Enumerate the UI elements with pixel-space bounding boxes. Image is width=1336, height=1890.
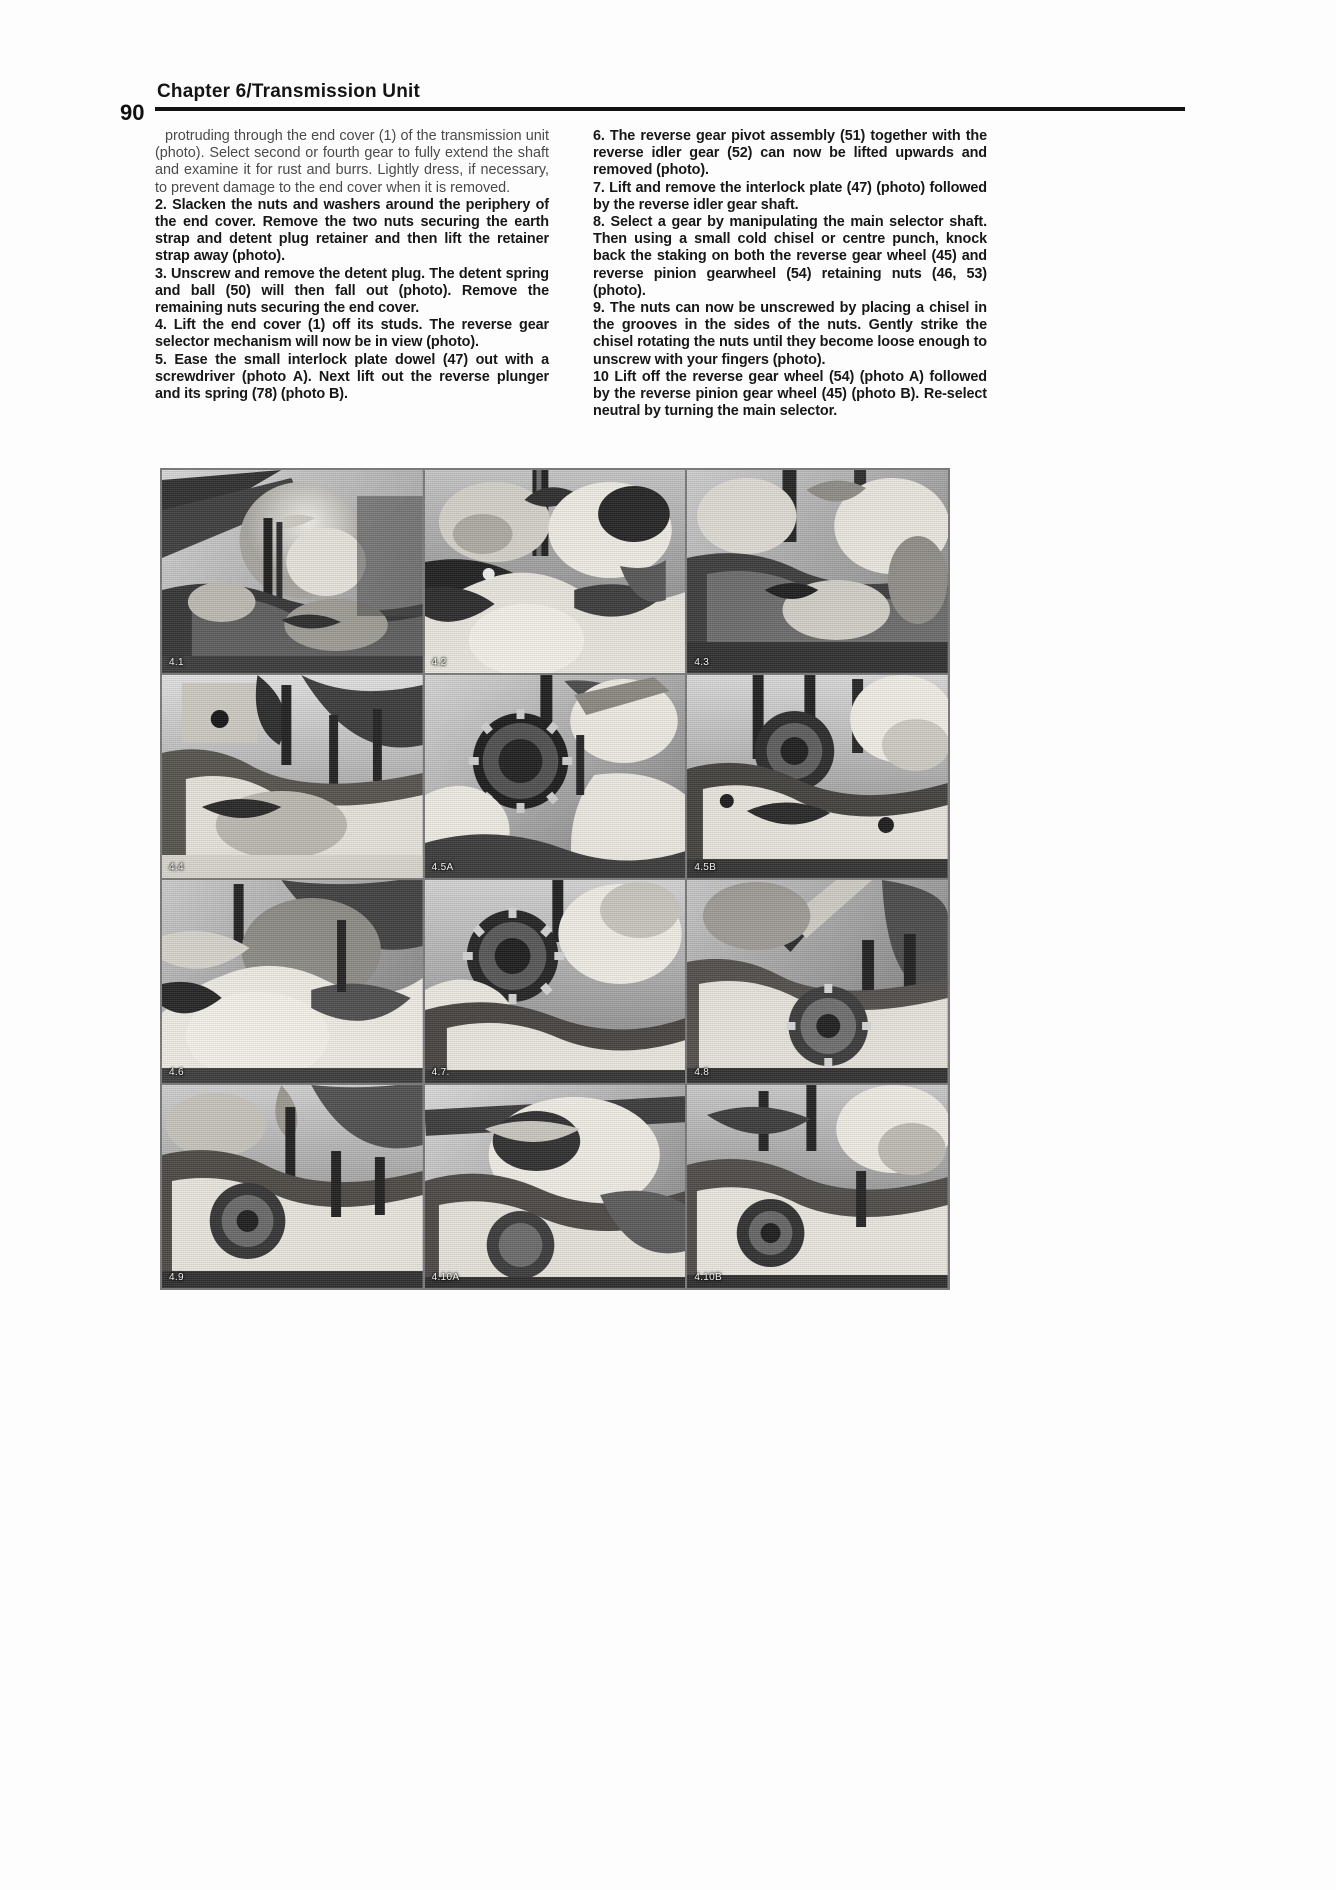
workshop-photo-image <box>425 470 686 673</box>
header-rule <box>155 107 1185 111</box>
photo-thumbnail <box>687 1085 948 1288</box>
photo-thumbnail <box>425 880 686 1083</box>
workshop-photo-image <box>687 1085 948 1288</box>
photo-thumbnail <box>425 675 686 878</box>
photo-thumbnail <box>425 1085 686 1288</box>
photo-thumbnail <box>162 880 423 1083</box>
photo-thumbnail <box>687 470 948 673</box>
photo-caption: 4.2 <box>431 657 447 668</box>
left-text-column <box>155 128 549 420</box>
workshop-photo-image <box>162 470 423 673</box>
photo-caption: 4.9 <box>169 1272 184 1283</box>
workshop-photo-image <box>687 470 948 673</box>
paragraph-continued: protruding through the end cover (1) of the transmission unit (photo). Select second or fourth gear to fully extend the shaft and examine it for rust and burrs. Lightly dress, if necessary, to prevent damage to the end cover when it is removed. <box>155 128 549 196</box>
paragraph-6: 6. The reverse gear pivot assembly (51) together with the reverse idler gear (52) can now be lifted upwards and removed (photo). <box>593 128 987 179</box>
photo-caption: 4.1 <box>169 657 184 668</box>
photo-caption: 4.10A <box>431 1272 460 1283</box>
photo-caption: 4.10B <box>694 1272 722 1283</box>
photo-caption: 4.4 <box>169 862 184 873</box>
photo-thumbnail <box>162 675 423 878</box>
workshop-photo-image <box>425 1085 686 1288</box>
paragraph-2: 2. Slacken the nuts and washers around the periphery of the end cover. Remove the two nuts securing the earth strap and detent plug retainer and then lift the retainer strap away (photo). <box>155 196 549 265</box>
photo-caption: 4.3 <box>694 657 710 668</box>
workshop-photo-image <box>425 880 686 1083</box>
workshop-photo-image <box>687 880 948 1083</box>
paragraph-3: 3. Unscrew and remove the detent plug. The detent spring and ball (50) will then fall out (photo). Remove the remaining nuts securing the end cover. <box>155 265 549 317</box>
photo-thumbnail <box>162 1085 423 1288</box>
photo-thumbnail <box>425 470 686 673</box>
paragraph-4: 4. Lift the end cover (1) off its studs. The reverse gear selector mechanism will now be in view (photo). <box>155 317 549 351</box>
paragraph-5: 5. Ease the small interlock plate dowel (47) out with a screwdriver (photo A). Next lift out the reverse plunger and its spring (78) (photo B). <box>155 351 549 403</box>
photo-caption: 4.5B <box>694 862 717 873</box>
paragraph-9: 9. The nuts can now be unscrewed by placing a chisel in the grooves in the sides of the nuts. Gently strike the chisel rotating the nuts until they become loose enough to unscrew with your fingers (photo). <box>593 300 987 368</box>
workshop-photo-image <box>162 880 423 1083</box>
photo-thumbnail <box>687 880 948 1083</box>
photo-thumbnail <box>162 470 423 673</box>
paragraph-8: 8. Select a gear by manipulating the main selector shaft. Then using a small cold chisel or centre punch, knock back the staking on both the reverse gear wheel (45) and reverse pinion gearwheel (54) retaining nuts (46, 53) (photo). <box>593 214 987 299</box>
right-text-column <box>593 128 987 420</box>
paragraph-10: 10 Lift off the reverse gear wheel (54) (photo A) followed by the reverse pinion gear wheel (45) (photo B). Re-select neutral by turning the main selector. <box>593 368 987 420</box>
page-header <box>155 82 1185 111</box>
photo-caption: 4.6 <box>169 1067 184 1078</box>
workshop-photo-image <box>162 1085 423 1288</box>
paragraph-7: 7. Lift and remove the interlock plate (47) (photo) followed by the reverse idler gear shaft. <box>593 179 987 213</box>
photo-thumbnail <box>687 675 948 878</box>
workshop-photo-image <box>162 675 423 878</box>
workshop-photo-image <box>687 675 948 878</box>
photo-caption: 4.5A <box>431 862 454 873</box>
photo-caption: 4.7. <box>431 1067 450 1078</box>
photo-grid <box>160 468 950 1290</box>
page-number: 90 <box>120 100 145 125</box>
chapter-title: Chapter 6/Transmission Unit <box>157 81 421 102</box>
workshop-photo-image <box>425 675 686 878</box>
body-columns <box>155 128 1187 420</box>
photo-caption: 4.8 <box>694 1067 710 1078</box>
